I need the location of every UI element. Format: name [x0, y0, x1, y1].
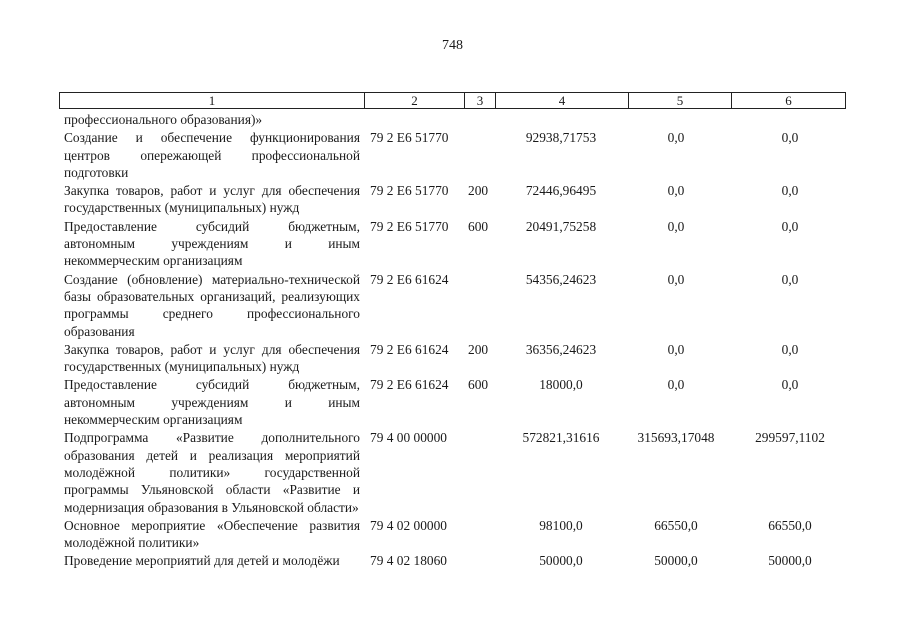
- table-row: [64, 376, 854, 428]
- row-value-col-4: 92938,71753: [525, 130, 597, 146]
- row-value-col-6: 0,0: [781, 341, 799, 357]
- row-value-col-4: 98100,0: [539, 517, 583, 533]
- row-code: 79 2 E6 61624: [370, 377, 449, 393]
- table-row: [64, 552, 854, 569]
- row-value-col-4: 72446,96495: [525, 183, 597, 199]
- row-value-col-5: 0,0: [667, 130, 685, 146]
- header-col-5: 5: [629, 93, 732, 108]
- row-name: Закупка товаров, работ и услуг для обеспечения государственных (муниципальных) нужд: [64, 183, 360, 216]
- row-code: 79 4 02 18060: [370, 553, 447, 569]
- row-value-col-6: 0,0: [781, 377, 799, 393]
- table-row: [64, 271, 854, 340]
- table-row: [64, 218, 854, 270]
- row-code: 79 2 E6 61624: [370, 341, 449, 357]
- table-row: [64, 429, 854, 515]
- header-col-3: 3: [465, 93, 496, 108]
- row-value-col-6: 0,0: [781, 218, 799, 234]
- continuation-text: профессионального образования)»: [64, 112, 263, 127]
- row-expense-type: 200: [468, 341, 489, 357]
- row-name: Подпрограмма «Развитие дополнительного образования детей и реализация мероприятий молодёжной политики» государственной программы Ульяновской области «Развитие и модернизация образования в Ульяновской области»: [64, 430, 360, 515]
- row-value-col-5: 0,0: [667, 183, 685, 199]
- row-value-col-6: 299597,1102: [755, 430, 825, 446]
- row-value-col-4: 54356,24623: [525, 271, 597, 287]
- row-value-col-5: 0,0: [667, 218, 685, 234]
- row-value-col-5: 315693,17048: [637, 430, 715, 446]
- row-expense-type: 600: [468, 218, 489, 234]
- table-row-continuation: [64, 111, 854, 128]
- header-col-6: 6: [785, 93, 792, 108]
- row-value-col-5: 50000,0: [654, 553, 698, 569]
- row-name: Предоставление субсидий бюджетным, автономным учреждениям и иным некоммерческим организациям: [64, 218, 360, 269]
- row-value-col-4: 572821,31616: [522, 430, 600, 446]
- table-row: [64, 129, 854, 181]
- row-value-col-4: 50000,0: [539, 553, 583, 569]
- row-value-col-5: 0,0: [667, 341, 685, 357]
- row-value-col-5: 0,0: [667, 271, 685, 287]
- row-name: Создание и обеспечение функционирования центров опережающей профессиональной подготовки: [64, 130, 360, 180]
- row-value-col-6: 50000,0: [768, 553, 812, 569]
- row-expense-type: 600: [468, 377, 489, 393]
- row-code: 79 4 02 00000: [370, 517, 447, 533]
- row-value-col-4: 20491,75258: [525, 218, 597, 234]
- row-value-col-4: 36356,24623: [525, 341, 597, 357]
- row-name: Создание (обновление) материально-технической базы образовательных организаций, реализующих программы среднего профессионального образования: [64, 271, 360, 339]
- row-code: 79 4 00 00000: [370, 430, 447, 446]
- row-name: Предоставление субсидий бюджетным, автономным учреждениям и иным некоммерческим организациям: [64, 377, 360, 428]
- row-code: 79 2 E6 61624: [370, 271, 449, 287]
- row-value-col-6: 0,0: [781, 183, 799, 199]
- row-value-col-6: 0,0: [781, 271, 799, 287]
- row-code: 79 2 E6 51770: [370, 183, 449, 199]
- row-value-col-4: 18000,0: [539, 377, 583, 393]
- row-code: 79 2 E6 51770: [370, 218, 449, 234]
- row-value-col-6: 66550,0: [768, 517, 812, 533]
- row-name: Основное мероприятие «Обеспечение развития молодёжной политики»: [64, 517, 360, 551]
- row-value-col-6: 0,0: [781, 130, 799, 146]
- table-row: [64, 341, 854, 376]
- row-name: Закупка товаров, работ и услуг для обеспечения государственных (муниципальных) нужд: [64, 341, 360, 375]
- table-header: [59, 92, 846, 109]
- row-expense-type: 200: [468, 183, 489, 199]
- row-value-col-5: 66550,0: [654, 517, 698, 533]
- page-number: 748: [442, 38, 463, 53]
- header-col-4: 4: [496, 93, 629, 108]
- table-row: [64, 182, 854, 217]
- row-value-col-5: 0,0: [667, 377, 685, 393]
- row-code: 79 2 E6 51770: [370, 130, 449, 146]
- row-name: Проведение мероприятий для детей и молодёжи: [64, 553, 340, 569]
- header-col-2: 2: [365, 93, 465, 108]
- table-body: [64, 111, 854, 570]
- header-col-1: 1: [60, 93, 365, 108]
- table-row: [64, 517, 854, 552]
